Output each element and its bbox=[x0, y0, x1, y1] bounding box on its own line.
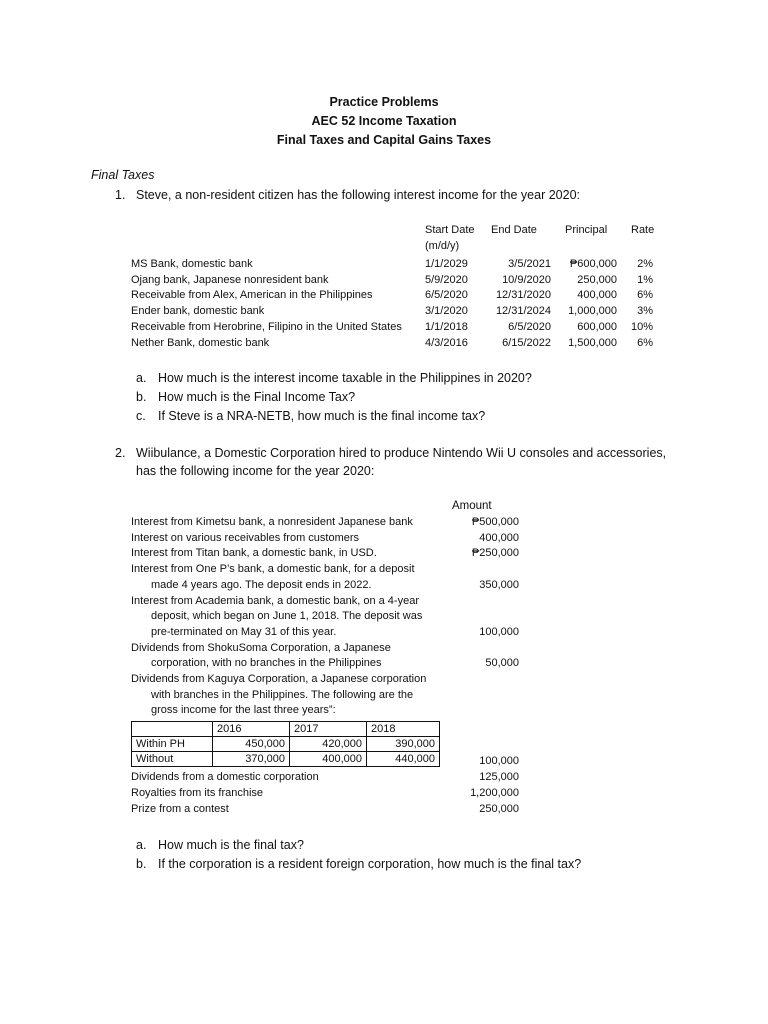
income-line-amount: 125,000 bbox=[479, 771, 519, 783]
cell-rate: 6% bbox=[637, 289, 653, 302]
cell-principal: ₱600,000 bbox=[569, 258, 617, 270]
sub-text: How much is the Final Income Tax? bbox=[158, 390, 356, 404]
cell-name: Receivable from Alex, American in the Philippines bbox=[131, 289, 373, 302]
income-line-text: pre-terminated on May 31 of this year. bbox=[151, 625, 337, 638]
sub-label: a. bbox=[136, 371, 147, 385]
col-start-date-format: (m/d/y) bbox=[425, 240, 460, 252]
value-cell: 400,000 bbox=[290, 752, 367, 767]
header-course: AEC 52 Income Taxation bbox=[311, 114, 457, 128]
income-line-text: Interest on various receivables from customers bbox=[131, 531, 360, 544]
q2-text-line: Wiibulance, a Domestic Corporation hired to produce Nintendo Wii U consoles and accessories, bbox=[136, 446, 667, 460]
q2-number: 2. bbox=[115, 446, 126, 460]
income-line-text: Interest from Kimetsu bank, a nonresident Japanese bank bbox=[131, 516, 413, 528]
cell-end: 6/5/2020 bbox=[508, 320, 551, 333]
cell-end: 12/31/2024 bbox=[495, 305, 551, 318]
sub-text: How much is the interest income taxable in the Philippines in 2020? bbox=[158, 371, 532, 385]
header-topic: Final Taxes and Capital Gains Taxes bbox=[276, 133, 492, 147]
cell-name: MS Bank, domestic bank bbox=[131, 258, 253, 270]
income-line-text: Interest from Titan bank, a domestic bank, in USD. bbox=[131, 547, 377, 560]
sub-text: If Steve is a NRA-NETB, how much is the final income tax? bbox=[158, 409, 486, 423]
sub-text: How much is the final tax? bbox=[158, 838, 304, 852]
row-label: Without bbox=[132, 752, 213, 767]
income-line-amount: 350,000 bbox=[479, 578, 519, 591]
year-cell: 2017 bbox=[290, 722, 367, 737]
income-line-text: Dividends from Kaguya Corporation, a Japanese corporation bbox=[131, 673, 427, 685]
interest-table-row bbox=[131, 337, 671, 353]
income-line-text: with branches in the Philippines. The following are the bbox=[151, 688, 414, 701]
income-line-amount: ₱250,000 bbox=[471, 547, 519, 560]
gross-table-row bbox=[132, 752, 440, 767]
cell-start: 4/3/2016 bbox=[425, 336, 468, 349]
income-line-amount: 250,000 bbox=[479, 803, 519, 815]
cell-rate: 3% bbox=[637, 305, 653, 318]
cell-name: Ojang bank, Japanese nonresident bank bbox=[131, 273, 329, 286]
q1-number: 1. bbox=[115, 188, 126, 202]
col-principal: Principal bbox=[565, 224, 608, 236]
col-end-date: End Date bbox=[491, 224, 537, 236]
income-line-amount: 100,000 bbox=[479, 625, 519, 638]
value-cell: 440,000 bbox=[367, 752, 440, 767]
cell-end: 10/9/2020 bbox=[502, 273, 551, 286]
cell-rate: 10% bbox=[630, 320, 653, 333]
cell-principal: 1,000,000 bbox=[568, 305, 617, 318]
income-line-text: corporation, with no branches in the Philippines bbox=[151, 657, 382, 670]
col-start-date: Start Date bbox=[425, 224, 475, 236]
sub-label: b. bbox=[136, 857, 147, 871]
income-line-text: gross income for the last three years”: bbox=[151, 704, 336, 717]
income-line-text: Interest from One P’s bank, a domestic bank, for a deposit bbox=[131, 563, 415, 576]
header-title: Practice Problems bbox=[329, 95, 439, 109]
cell-name: Nether Bank, domestic bank bbox=[131, 336, 270, 349]
year-cell: 2016 bbox=[213, 722, 290, 737]
interest-table-row bbox=[131, 274, 671, 290]
income-line-text: Dividends from ShokuSoma Corporation, a Japanese bbox=[131, 641, 391, 654]
sub-label: a. bbox=[136, 838, 147, 852]
cell-principal: 1,500,000 bbox=[568, 336, 617, 349]
income-line-text: made 4 years ago. The deposit ends in 2022. bbox=[151, 578, 372, 591]
q1-text: Steve, a non-resident citizen has the following interest income for the year 2020: bbox=[136, 188, 581, 202]
income-line-text: Interest from Academia bank, a domestic bank, on a 4-year bbox=[131, 594, 419, 607]
gross-table-header-row bbox=[132, 722, 440, 737]
value-cell: 450,000 bbox=[213, 737, 290, 752]
cell-end: 12/31/2020 bbox=[495, 289, 551, 302]
income-line-amount: ₱500,000 bbox=[471, 516, 519, 528]
cell-end: 6/15/2022 bbox=[502, 336, 551, 349]
income-line-text: Dividends from a domestic corporation bbox=[131, 771, 319, 783]
row-label: Within PH bbox=[132, 737, 213, 752]
cell-start: 5/9/2020 bbox=[425, 273, 468, 286]
cell-principal: 600,000 bbox=[577, 320, 617, 333]
cell-rate: 2% bbox=[637, 258, 653, 270]
q2-text bbox=[136, 444, 696, 480]
value-cell: 390,000 bbox=[367, 737, 440, 752]
cell-start: 3/1/2020 bbox=[425, 305, 468, 318]
document-header bbox=[0, 93, 768, 150]
cell-name: Receivable from Herobrine, Filipino in the United States bbox=[131, 320, 402, 333]
value-cell: 370,000 bbox=[213, 752, 290, 767]
interest-table-row bbox=[131, 321, 671, 337]
sub-text: If the corporation is a resident foreign corporation, how much is the final tax? bbox=[158, 857, 582, 871]
cell-principal: 400,000 bbox=[577, 289, 617, 302]
amount-header: Amount bbox=[452, 500, 492, 512]
sub-label: b. bbox=[136, 390, 147, 404]
cell-rate: 6% bbox=[637, 336, 653, 349]
cell-start: 1/1/2029 bbox=[425, 258, 468, 270]
income-line-text: Royalties from its franchise bbox=[131, 787, 264, 799]
kaguya-amount: 100,000 bbox=[479, 755, 519, 767]
interest-table-row bbox=[131, 289, 671, 305]
income-line-amount: 50,000 bbox=[485, 657, 519, 670]
cell-end: 3/5/2021 bbox=[508, 258, 551, 270]
gross-table-corner bbox=[132, 722, 213, 737]
sub-label: c. bbox=[136, 409, 146, 423]
value-cell: 420,000 bbox=[290, 737, 367, 752]
section-title: Final Taxes bbox=[91, 168, 155, 182]
gross-income-table bbox=[131, 721, 440, 767]
income-line-text: Prize from a contest bbox=[131, 803, 229, 815]
year-cell: 2018 bbox=[367, 722, 440, 737]
gross-table-row bbox=[132, 737, 440, 752]
interest-table-row bbox=[131, 305, 671, 321]
cell-start: 6/5/2020 bbox=[425, 289, 468, 302]
income-line-text: deposit, which began on June 1, 2018. The deposit was bbox=[151, 610, 423, 623]
cell-rate: 1% bbox=[637, 273, 653, 286]
q2-text-line: has the following income for the year 2020: bbox=[136, 464, 375, 478]
cell-principal: 250,000 bbox=[577, 273, 617, 286]
interest-table-row bbox=[131, 258, 671, 274]
cell-name: Ender bank, domestic bank bbox=[131, 305, 265, 318]
income-line-amount: 400,000 bbox=[479, 531, 519, 544]
cell-start: 1/1/2018 bbox=[425, 320, 468, 333]
col-rate: Rate bbox=[631, 224, 655, 236]
income-line-amount: 1,200,000 bbox=[470, 787, 519, 799]
